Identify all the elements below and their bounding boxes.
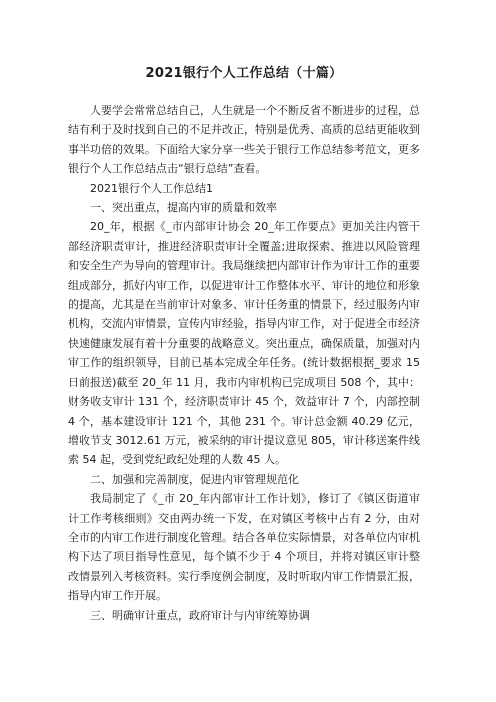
document-title: 2021银行个人工作总结（十篇） [145, 66, 343, 81]
intro-paragraph: 人要学会常常总结自己，人生就是一个不断反省不断进步的过程，总结有利于及时找到自己的不足并改正，特别是优秀、高质的总结更能收到事半功倍的效果。下面给大家分享一些关于银行工作总结参考范文，更多银行个人工作总结点击“银行总结”查看。 [68, 104, 420, 176]
section-heading-summary-1: 2021银行个人工作总结1 [90, 181, 213, 195]
body-paragraph-1: 20_年，根据《_市内部审计协会 20_年工作要点》更加关注内管干部经济职责审计，推进经济职责审计全覆盖;进取探索、推进以风险管理和安全生产为导向的管理审计。我局继续把内部审计作为审计工作的重要组成部分，抓好内审工作，以促进审计工作整体水平、审计的地位和形象的提高，尤其是在当前审计对象多、审计任务重的情景下，经过服务内审机构，交流内审情景，宣传内审经验，指导内审工作，对于促进全市经济快速健康发展有着十分重要的战略意义。突出重点，确保质量，加强对内审工作的组织领导，目前已基本完成全年任务。(统计数据根据_要求 15 日前报送)截至 20_年 11 月，我市内审机构已完成项目 508 个，其中：财务收支审计 131 个，经济职责审计 45 个，效益审计 7 个，内部控制 4 个，基本建设审计 121 个，其他 231 个。审计总金额 40.29 亿元，增收节支 3012.61 万元，被采纳的审计提议意见 805，审计移送案件线索 54 起，受到党纪政纪处理的人数 45 人。 [68, 220, 420, 467]
section-heading-1: 一、突出重点，提高内审的质量和效率 [90, 201, 277, 215]
body-paragraph-2: 我局制定了《_市 20_年内部审计工作计划》，修订了《镇区街道审计工作考核细则》交由两办统一下发，在对镇区考核中占有 2 分，由对全市的内审工作进行制度化管理。结合各单位实际情景，对各单位内审机构下达了项目指导性意见，每个镇不少于 4 个项目，并将对镇区审计整改情景列入考核资料。实行季度例会制度，及时听取内审工作情景汇报，指导内审工作开展。 [68, 492, 420, 603]
section-heading-3: 三、明确审计重点，政府审计与内审统筹协调 [90, 608, 310, 622]
section-heading-2: 二、加强和完善制度，促进内审管理规范化 [90, 472, 299, 486]
